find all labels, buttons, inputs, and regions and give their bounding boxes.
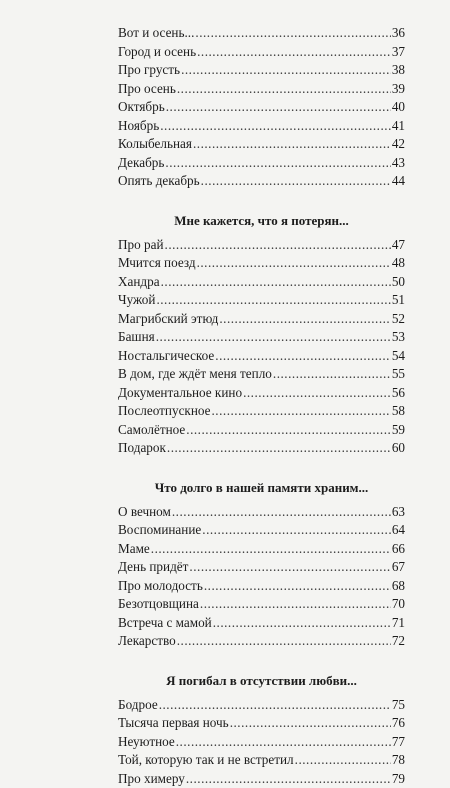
dot-leader [273,365,391,384]
toc-section [118,480,405,651]
toc-entry [118,98,405,117]
toc-entry [118,117,405,136]
toc-entry [118,521,405,540]
dot-leader [201,172,391,191]
toc-entry [118,770,405,788]
toc-entry [118,328,405,347]
dot-leader [204,577,391,596]
section-heading: Что долго в нашей памяти храним... [118,480,405,496]
toc-entry-page: 59 [392,421,405,440]
toc-entry-title: Декабрь [118,154,164,173]
toc-entry [118,384,405,403]
dot-leader [202,521,391,540]
toc-entry-page: 39 [392,80,405,99]
dot-leader [197,43,391,62]
toc-entry-title: Вот и осень... [118,24,194,43]
dot-leader [160,117,391,136]
dot-leader [200,595,391,614]
section-gap [118,651,405,667]
toc-entry [118,273,405,292]
dot-leader [243,384,391,403]
dot-leader [165,236,391,255]
toc-entry [118,254,405,273]
dot-leader [186,421,391,440]
toc-entry-title: Про химеру [118,770,185,788]
dot-leader [295,751,391,770]
section-heading: Я погибал в отсутствии любви... [118,673,405,689]
dot-leader [161,273,391,292]
toc-entry-title: О вечном [118,503,171,522]
toc-entry-title: Про рай [118,236,164,255]
toc-entry-title: Подарок [118,439,166,458]
toc-entry-title: Про молодость [118,577,203,596]
toc-entry [118,558,405,577]
dot-leader [230,714,391,733]
dot-leader [172,503,391,522]
toc-entry-title: Документальное кино [118,384,242,403]
toc-entry-page: 79 [392,770,405,788]
toc-entry-page: 68 [392,577,405,596]
toc-entry-page: 44 [392,172,405,191]
dot-leader [186,770,391,788]
toc-entry-title: Чужой [118,291,155,310]
toc-entry [118,696,405,715]
toc-section [118,673,405,788]
toc-entry [118,172,405,191]
toc-entry-title: Про осень [118,80,176,99]
dot-leader [215,347,391,366]
dot-leader [166,98,391,117]
toc-entry-page: 48 [392,254,405,273]
toc-entry-title: Ностальгическое [118,347,214,366]
toc-entry-title: Магрибский этюд [118,310,218,329]
toc-entry-page: 42 [392,135,405,154]
section-gap [118,458,405,474]
toc-entry [118,614,405,633]
toc-entry-page: 71 [392,614,405,633]
toc-entry-title: Неуютное [118,733,175,752]
toc-entry-page: 64 [392,521,405,540]
toc-entry [118,577,405,596]
toc-entry-page: 78 [392,751,405,770]
table-of-contents [118,24,405,788]
dot-leader [219,310,390,329]
toc-section [118,213,405,458]
toc-entry [118,154,405,173]
dot-leader [213,614,391,633]
dot-leader [159,696,391,715]
toc-entry-title: Про грусть [118,61,180,80]
toc-entry-page: 77 [392,733,405,752]
toc-entry-title: Город и осень [118,43,196,62]
dot-leader [177,632,391,651]
toc-entry-title: Безотцовщина [118,595,199,614]
toc-entry [118,421,405,440]
dot-leader [165,154,390,173]
toc-entry [118,540,405,559]
toc-entry-page: 52 [392,310,405,329]
section-gap [118,191,405,207]
toc-entry [118,365,405,384]
toc-entry-page: 41 [392,117,405,136]
toc-entry-page: 37 [392,43,405,62]
toc-entry [118,503,405,522]
dot-leader [195,24,390,43]
toc-entry [118,135,405,154]
toc-entry-page: 72 [392,632,405,651]
dot-leader [212,402,391,421]
toc-entry-page: 54 [392,347,405,366]
toc-entry [118,236,405,255]
toc-entry-page: 70 [392,595,405,614]
toc-entry [118,751,405,770]
toc-entry-page: 58 [392,402,405,421]
toc-entry-title: Послеотпускное [118,402,211,421]
toc-entry-page: 50 [392,273,405,292]
toc-entry-title: Опять декабрь [118,172,200,191]
toc-entry [118,310,405,329]
toc-entry-title: Октябрь [118,98,165,117]
section-heading: Мне кажется, что я потерян... [118,213,405,229]
toc-entry-page: 55 [392,365,405,384]
dot-leader [151,540,391,559]
dot-leader [156,291,390,310]
dot-leader [193,135,391,154]
toc-entry [118,595,405,614]
dot-leader [156,328,391,347]
toc-entry-page: 36 [392,24,405,43]
toc-entry-title: Встреча с мамой [118,614,212,633]
toc-entry-title: Хандра [118,273,160,292]
toc-entry-title: Мчится поезд [118,254,196,273]
toc-entry [118,714,405,733]
toc-section-continued [118,24,405,191]
toc-entry-title: Ноябрь [118,117,159,136]
toc-entry-page: 76 [392,714,405,733]
toc-entry-title: Воспоминание [118,521,201,540]
toc-entry-title: Тысяча первая ночь [118,714,229,733]
dot-leader [197,254,391,273]
toc-entry [118,402,405,421]
toc-entry-page: 60 [392,439,405,458]
toc-entry-title: В дом, где ждёт меня тепло [118,365,272,384]
toc-entry [118,24,405,43]
toc-entry-page: 38 [392,61,405,80]
toc-entry [118,80,405,99]
dot-leader [181,61,391,80]
toc-entry-page: 43 [392,154,405,173]
toc-entry [118,61,405,80]
dot-leader [189,558,390,577]
toc-entry-page: 51 [392,291,405,310]
toc-entry-title: День придёт [118,558,188,577]
toc-entry-page: 63 [392,503,405,522]
toc-entry-page: 75 [392,696,405,715]
toc-entry [118,291,405,310]
toc-entry [118,347,405,366]
toc-entry-title: Башня [118,328,155,347]
toc-entry [118,43,405,62]
dot-leader [177,80,391,99]
toc-entry-page: 47 [392,236,405,255]
dot-leader [167,439,391,458]
toc-entry-page: 66 [392,540,405,559]
toc-entry-title: Колыбельная [118,135,192,154]
toc-entry-page: 53 [392,328,405,347]
toc-entry-page: 56 [392,384,405,403]
toc-entry-title: Бодрое [118,696,158,715]
toc-entry-title: Самолётное [118,421,185,440]
toc-entry-page: 40 [392,98,405,117]
toc-entry [118,439,405,458]
toc-entry-title: Маме [118,540,150,559]
toc-entry-page: 67 [392,558,405,577]
toc-entry-title: Той, которую так и не встретил [118,751,294,770]
toc-entry-title: Лекарство [118,632,176,651]
toc-entry [118,632,405,651]
